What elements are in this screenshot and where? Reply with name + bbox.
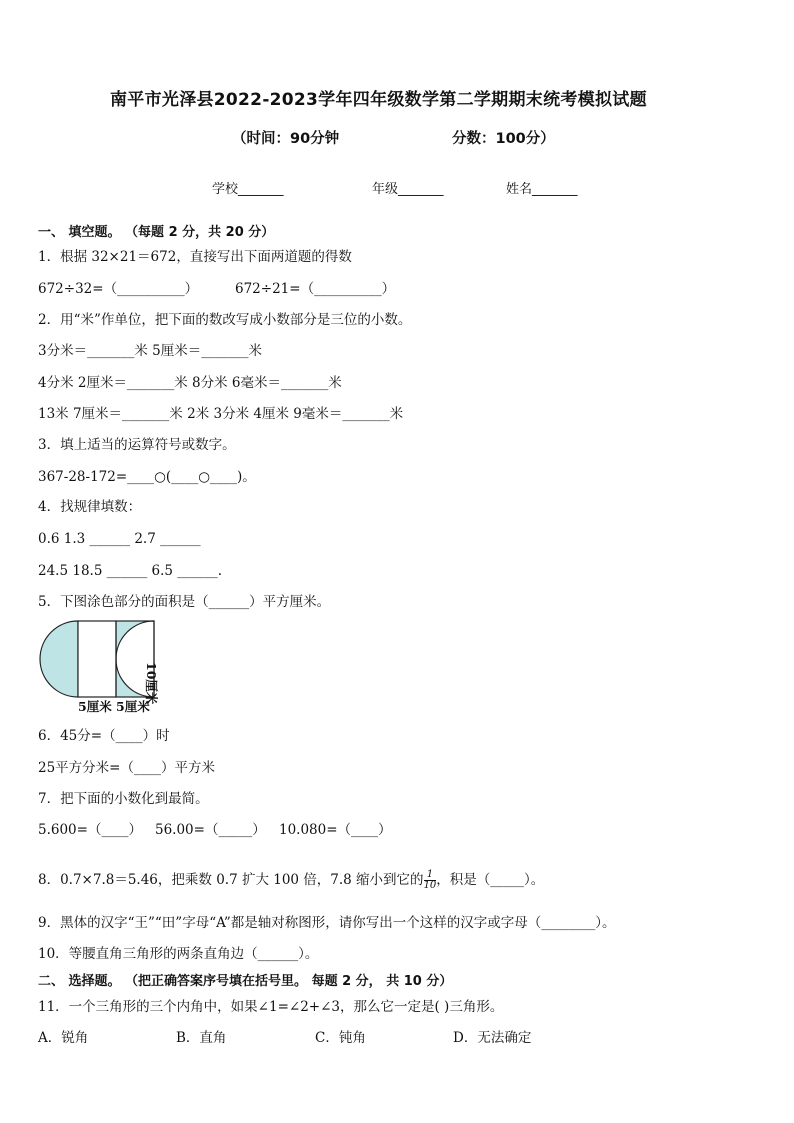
q7-answer-c[interactable]: 10.080=（____） — [279, 822, 392, 838]
section2-heading: 二、 选择题。 （把正确答案序号填在括号里。 每题 2 分， 共 10 分） — [38, 974, 453, 989]
q8-fraction-num: 1 — [424, 870, 437, 881]
q3-expression[interactable]: 367-28-172=____○(____○____)。 — [38, 469, 256, 485]
q3-text: 3．填上适当的运算符号或数字。 — [38, 437, 236, 453]
q10-text[interactable]: 10．等腰直角三角形的两条直角边（______）。 — [38, 946, 319, 962]
q9-text[interactable]: 9．黑体的汉字“王”“田”字母“A”都是轴对称图形，请你写出一个这样的汉字或字母（________）。 — [38, 915, 616, 931]
q8-text-before: 8．0.7×7.8＝5.46，把乘数 0.7 扩大 100 倍，7.8 缩小到它的 — [38, 872, 424, 888]
q2-line2[interactable]: 4分米 2厘米＝_______米 8分米 6毫米＝_______米 — [38, 375, 342, 391]
q2-text: 2．用“米”作单位，把下面的数改写成小数部分是三位的小数。 — [38, 312, 412, 328]
q11-option-a[interactable]: A．锐角 — [38, 1030, 89, 1046]
score-label: 分数：100分） — [452, 131, 555, 147]
q8-line — [38, 870, 544, 891]
q11-option-b[interactable]: B．直角 — [176, 1030, 227, 1046]
q7-text: 7．把下面的小数化到最简。 — [38, 791, 209, 807]
q6-line2[interactable]: 25平方分米=（____）平方米 — [38, 760, 215, 776]
q1-answer-a[interactable]: 672÷32=（__________） — [38, 281, 199, 297]
q1-text: 1．根据 32×21＝672，直接写出下面两道题的得数 — [38, 249, 352, 265]
q4-line1[interactable]: 0.6 1.3 ______ 2.7 ______ — [38, 531, 201, 547]
q8-fraction-den: 10 — [423, 880, 437, 891]
grade-field[interactable]: 年级_______ — [372, 182, 444, 197]
q2-line1[interactable]: 3分米＝_______米 5厘米＝_______米 — [38, 343, 262, 359]
q11-option-d[interactable]: D．无法确定 — [453, 1030, 532, 1046]
q2-line3[interactable]: 13米 7厘米＝_______米 2米 3分米 4厘米 9毫米＝_______米 — [38, 406, 404, 422]
q6-line1[interactable]: 6．45分=（____）时 — [38, 728, 170, 744]
q1-answer-b[interactable]: 672÷21=（__________） — [235, 281, 396, 297]
page-title: 南平市光泽县2022-2023学年四年级数学第二学期期末统考模拟试题 — [110, 90, 647, 110]
name-field[interactable]: 姓名_______ — [506, 182, 578, 197]
time-label: （时间：90分钟 — [232, 131, 340, 147]
q4-text: 4．找规律填数： — [38, 499, 142, 515]
q7-answer-a[interactable]: 5.600=（____） — [38, 822, 142, 838]
q8-text-after[interactable]: ，积是（_____）。 — [436, 872, 545, 888]
q5-shaded-semicircle — [40, 621, 78, 697]
q11-text: 11．一个三角形的三个内角中，如果∠1=∠2+∠3，那么它一定是( )三角形。 — [38, 999, 504, 1015]
q5-text: 5．下图涂色部分的面积是（______）平方厘米。 — [38, 594, 331, 610]
q5-height-label: 10厘米 — [144, 662, 159, 705]
q5-width-label: 5厘米 5厘米 — [78, 699, 150, 714]
section1-heading: 一、 填空题。 （每题 2 分，共 20 分） — [38, 225, 275, 240]
school-field[interactable]: 学校_______ — [212, 182, 284, 197]
q11-option-c[interactable]: C．钝角 — [315, 1030, 366, 1046]
q7-answer-b[interactable]: 56.00=（_____） — [155, 822, 266, 838]
q5-left-square — [78, 621, 116, 697]
q4-line2[interactable]: 24.5 18.5 ______ 6.5 ______. — [38, 563, 223, 579]
q8-fraction — [424, 870, 437, 891]
